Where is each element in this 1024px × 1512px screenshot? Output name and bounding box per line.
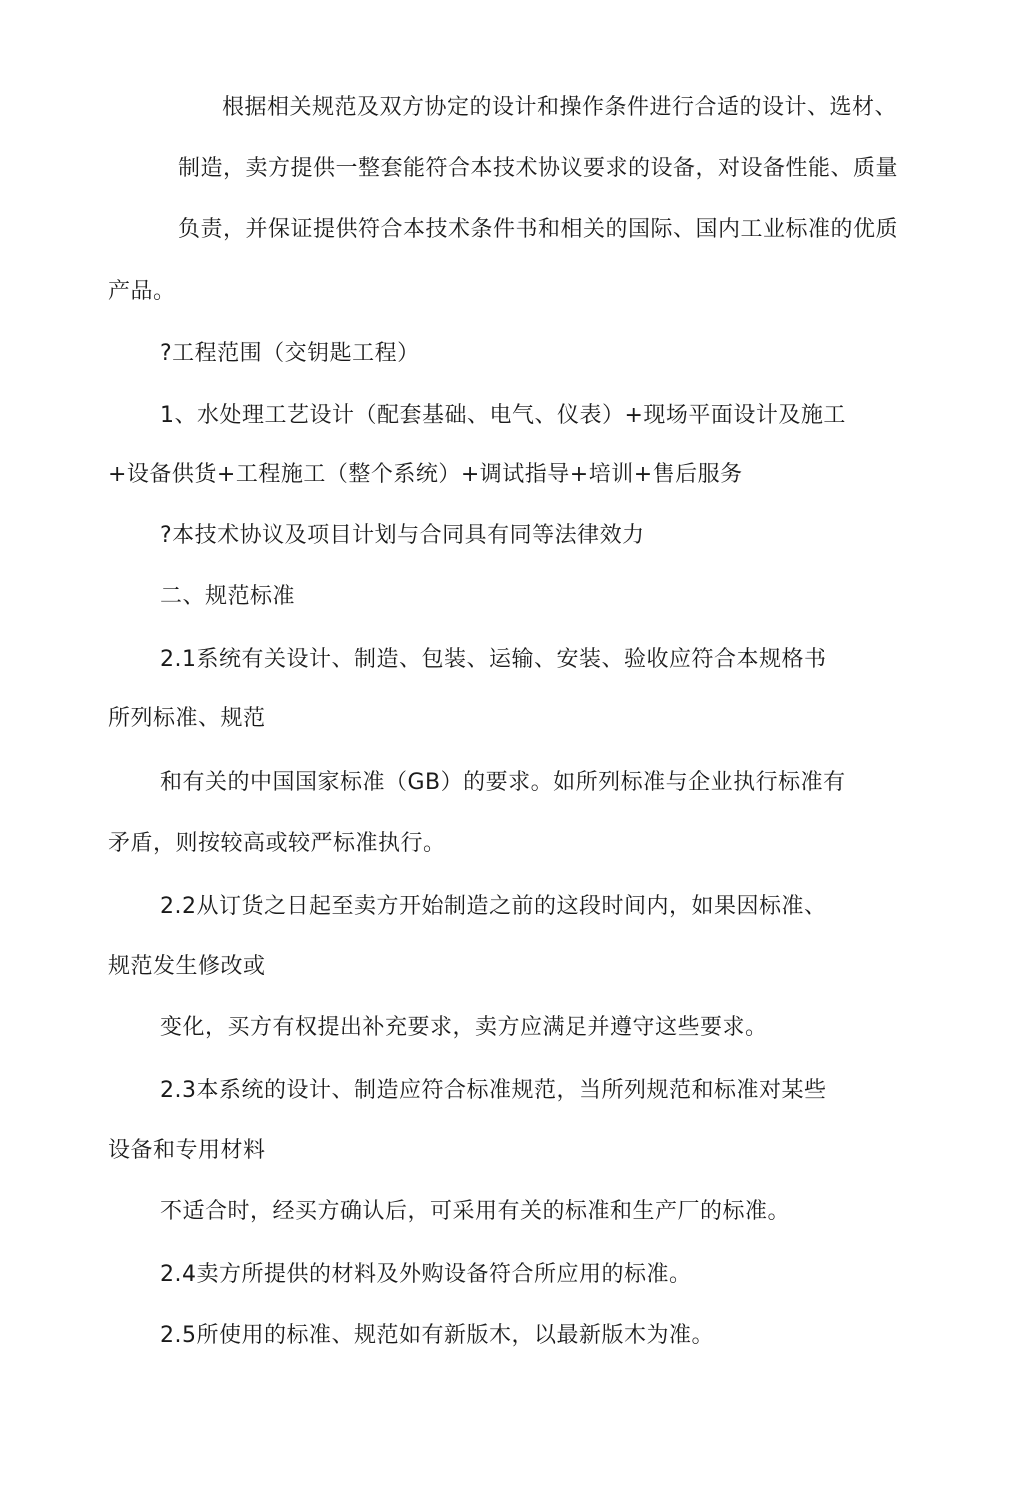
text-line: 2.1系统有关设计、制造、包装、运输、安装、验收应符合本规格书 — [160, 647, 827, 672]
text-line: 2.4卖方所提供的材料及外购设备符合所应用的标准。 — [160, 1262, 692, 1287]
text-line: 矛盾，则按较高或较严标准执行。 — [108, 831, 446, 856]
text-line: 规范发生修改或 — [108, 954, 266, 979]
text-line: 2.5所使用的标准、规范如有新版木，以最新版木为准。 — [160, 1323, 714, 1348]
text-line: 2.3本系统的设计、制造应符合标准规范，当所列规范和标准对某些 — [160, 1078, 827, 1103]
text-line: 根据相关规范及双方协定的设计和操作条件进行合适的设计、选材、 — [222, 95, 898, 120]
text-line: 设备和专用材料 — [108, 1138, 266, 1163]
section-heading: 二、规范标准 — [160, 584, 296, 609]
text-line: 和有关的中国国家标准（GB）的要求。如所列标准与企业执行标准有 — [160, 770, 846, 795]
text-line: 变化，买方有权提出补充要求，卖方应满足并遵守这些要求。 — [160, 1015, 768, 1040]
text-line: +设备供货+工程施工（整个系统）+调试指导+培训+售后服务 — [108, 462, 743, 487]
text-line: 负责，并保证提供符合本技术条件书和相关的国际、国内工业标准的优质 — [178, 217, 899, 242]
text-line: ?本技术协议及项目计划与合同具有同等法律效力 — [160, 523, 645, 548]
text-line: 制造，卖方提供一整套能符合本技术协议要求的设备，对设备性能、质量 — [178, 156, 899, 181]
text-line: 不适合时，经买方确认后，可采用有关的标准和生产厂的标准。 — [160, 1199, 791, 1224]
section-heading: ?工程范围（交钥匙工程） — [160, 341, 420, 366]
text-line: 所列标准、规范 — [108, 706, 266, 731]
text-line: 1、水处理工艺设计（配套基础、电气、仪表）+现场平面设计及施工 — [160, 403, 846, 428]
text-line: 产品。 — [108, 279, 176, 304]
text-line: 2.2从订货之日起至卖方开始制造之前的这段时间内，如果因标准、 — [160, 894, 827, 919]
